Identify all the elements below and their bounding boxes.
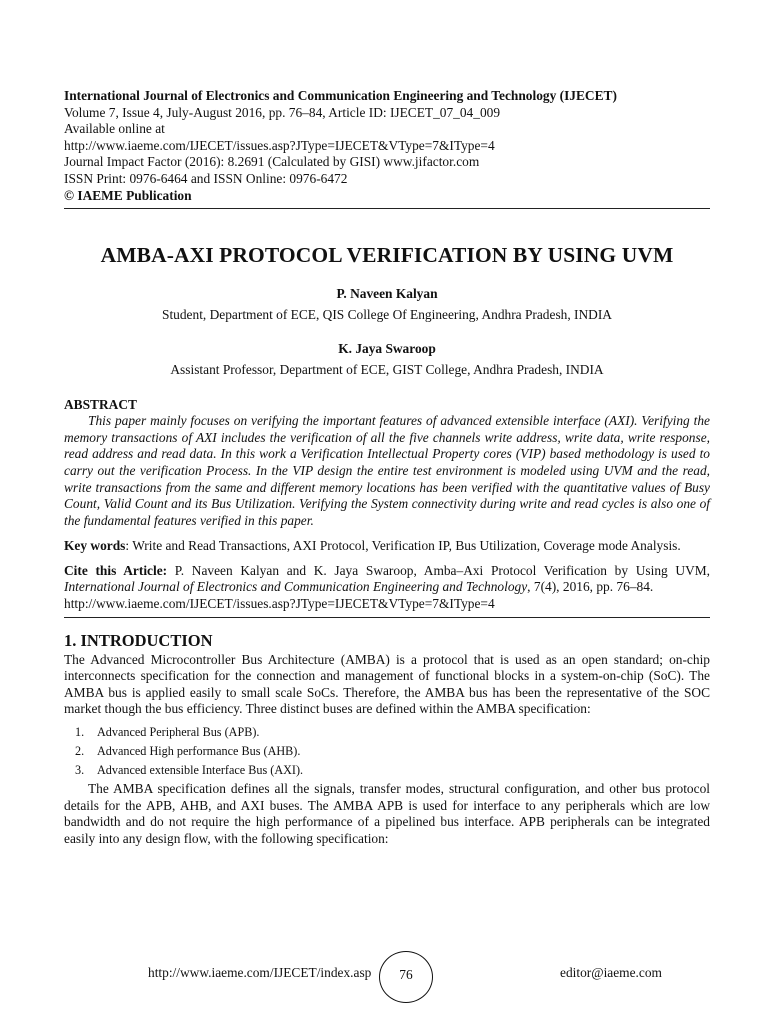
issn-info: ISSN Print: 0976-6464 and ISSN Online: 0976-6472 — [64, 170, 348, 186]
citation-authors: P. Naveen Kalyan and K. Jaya Swaroop, Amba–Axi Protocol Verification by Using UVM, — [167, 562, 710, 578]
intro-paragraph: The AMBA specification defines all the signals, transfer modes, structural configuration, and other bus protocol details for the APB, AHB, and AXI buses. The AMBA APB is used for interface to any peripherals which are low bandwidth and do not require the high performance of a pipelined bus interface. APB peripherals can be integrated easily into any design flow, with the following specification: — [64, 781, 710, 846]
author-name: K. Jaya Swaroop — [338, 341, 436, 357]
list-item — [64, 724, 710, 740]
list-text: Advanced extensible Interface Bus (AXI). — [97, 763, 304, 778]
citation-journal: International Journal of Electronics and Communication Engineering and Technology — [64, 579, 528, 595]
keywords-label: Key words — [64, 538, 126, 554]
keywords — [64, 538, 710, 555]
abstract-text: This paper mainly focuses on verifying the important features of advanced extensible interface (AXI). Verifying the memory transactions of AXI includes the verification of all the five channels write address, write data, write response, read address and read data. In this work a Verification Intellectual Property cores (VIP) based methodology is used to carry out the verification Process. In the VIP design the entire test environment is modeled using UVM and the read, write transactions from the same and different memory locations has been verified with the quantitative values of Busy Count, Valid Count and its Bus Utilization. Verifying the System connectivity during write and read cycles is also one of the fundamental features verified in this paper. — [64, 413, 710, 528]
list-number: 3. — [75, 763, 85, 778]
journal-header — [64, 88, 710, 204]
page-number: 76 — [379, 951, 433, 1003]
intro-paragraph: The Advanced Microcontroller Bus Architecture (AMBA) is a protocol that is used as an open standard; on-chip interconnects specification for the connection and management of functional blocks in a system-on-chip (SoC). The AMBA bus is applied easily to small scale SoCs. Therefore, the AMBA bus has been the representative of the SOC market though the bus efficiency. Three distinct buses are defined within the AMBA specification: — [64, 651, 710, 717]
author-affiliation: Student, Department of ECE, QIS College Of Engineering, Andhra Pradesh, INDIA — [162, 306, 612, 322]
list-text: Advanced Peripheral Bus (APB). — [97, 725, 260, 740]
volume-info: Volume 7, Issue 4, July-August 2016, pp. 76–84, Article ID: IJECET_07_04_009 — [64, 104, 501, 120]
footer-email-link[interactable]: editor@iaeme.com — [560, 965, 662, 980]
paper-page — [64, 88, 710, 847]
abstract-divider — [64, 617, 710, 618]
list-number: 1. — [75, 725, 85, 740]
author-name: P. Naveen Kalyan — [336, 286, 438, 302]
issue-url-link[interactable]: http://www.iaeme.com/IJECET/issues.asp?JType=IJECET&VType=7&IType=4 — [64, 137, 495, 153]
header-divider — [64, 208, 710, 209]
footer-url-link[interactable]: http://www.iaeme.com/IJECET/index.asp — [148, 965, 372, 980]
publisher: © IAEME Publication — [64, 187, 192, 203]
keywords-text: : Write and Read Transactions, AXI Protocol, Verification IP, Bus Utilization, Coverage mode Analysis. — [125, 538, 681, 554]
citation-volume: , 7(4), 2016, pp. 76–84. — [527, 579, 654, 595]
list-item — [64, 762, 710, 778]
citation — [64, 563, 710, 613]
list-item — [64, 743, 710, 759]
section-heading-introduction: 1. INTRODUCTION — [64, 630, 213, 650]
list-number: 2. — [75, 744, 85, 759]
author-affiliation: Assistant Professor, Department of ECE, GIST College, Andhra Pradesh, INDIA — [170, 361, 604, 377]
available-online: Available online at — [64, 121, 165, 137]
impact-factor: Journal Impact Factor (2016): 8.2691 (Calculated by GISI) www.jifactor.com — [64, 154, 480, 170]
journal-name: International Journal of Electronics and Communication Engineering and Technology (IJECET) — [64, 88, 617, 103]
paper-title: AMBA-AXI PROTOCOL VERIFICATION BY USING UVM — [100, 243, 674, 268]
citation-url-link[interactable]: http://www.iaeme.com/IJECET/issues.asp?JType=IJECET&VType=7&IType=4 — [64, 596, 495, 612]
list-text: Advanced High performance Bus (AHB). — [97, 744, 301, 759]
bus-list — [64, 724, 710, 778]
page-footer — [0, 960, 768, 990]
citation-label: Cite this Article: — [64, 562, 168, 578]
abstract-heading: ABSTRACT — [64, 396, 137, 412]
